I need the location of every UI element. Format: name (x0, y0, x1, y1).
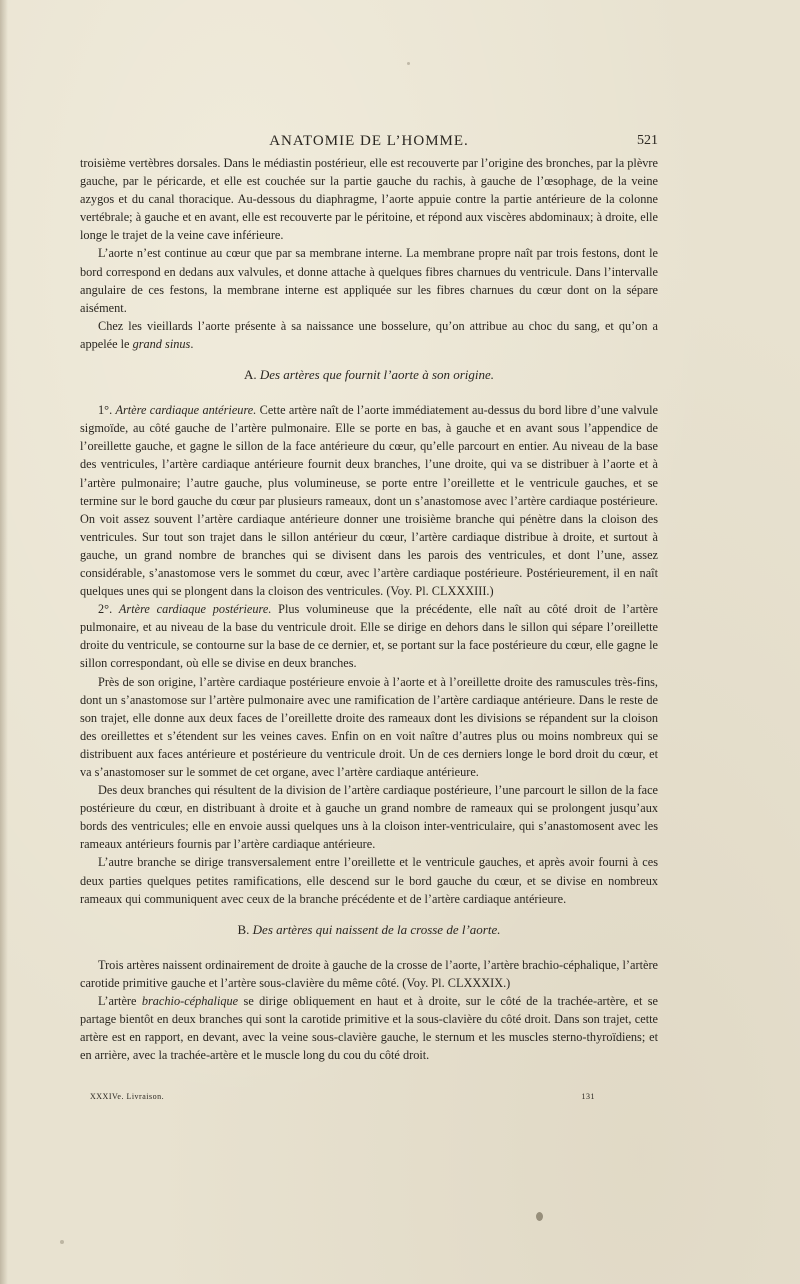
running-title: ANATOMIE DE L’HOMME. (269, 133, 469, 149)
page-edge-shadow (0, 0, 8, 1284)
paragraph-3-end: . (190, 336, 194, 351)
foxing-spot (60, 1240, 64, 1244)
signature-number: 131 (581, 1092, 595, 1101)
term-artere-cardiaque-posterieure: Artère cardiaque postérieure. (118, 602, 272, 617)
paragraph-10-start: L’artère (98, 994, 142, 1009)
section-heading-a (80, 366, 658, 384)
section-b-letter: B. (237, 921, 250, 937)
section-b-title: Des artères qui naissent de la crosse de l’aorte. (252, 921, 501, 937)
section-heading-b (80, 921, 658, 939)
foxing-spot (536, 1212, 543, 1221)
paragraph-3 (80, 317, 658, 353)
item-2-number: 2°. (98, 602, 113, 617)
signature-mark: XXXIVe. Livraison. (90, 1092, 165, 1101)
paragraph-8: L’autre branche se dirige transversalement entre l’oreillette et le ventricule gauches, et après avoir fourni à ces deux parties quelques petites ramifications, elle descend sur le bord gauche du cœur, et se divise en nombreux rameaux qui communiquent avec ceux de la branche précédente et de l’artère cardiaque antérieure. (80, 855, 658, 906)
page-header (80, 133, 658, 153)
paragraph-10-text: se dirige obliquement en haut et à droite, sur le côté de la trachée-artère, et se partage bientôt en deux branches qui sont la carotide primitive et la sous-clavière du côté droit. Dans son trajet, cette artère est en rapport, en devant, avec la veine sous-clavière gauche, le sternum et les muscles sterno-thyroïdiens; et en arrière, avec la trachée-artère et le muscle long du cou du côté droit. (80, 994, 658, 1063)
page-number: 521 (637, 133, 658, 148)
paragraph-1: troisième vertèbres dorsales. Dans le médiastin postérieur, elle est recouverte par l’origine des bronches, par la plèvre gauche, par le péricarde, et elle est couchée sur la partie gauche du rachis, à gauche de l’œsophage, de la veine azygos et du canal thoracique. Au-dessous du diaphragme, l’aorte appuie contre la partie antérieure de la colonne vertébrale; à gauche et en avant, elle est recouverte par le péritoine, et répond aux viscères abdominaux; à droite, elle longe le trajet de la veine cave inférieure. (80, 156, 658, 243)
body-text (80, 154, 658, 1064)
paragraph-2: L’aorte n’est continue au cœur que par sa membrane interne. La membrane propre naît par trois festons, dont le bord correspond en dedans aux valvules, et donne attache à quelques fibres charnues du ventricule. Dans l’intervalle angulaire de ces festons, la membrane interne est appliquée sur les fibres charnues du cœur dont on la sépare aisément. (80, 246, 658, 315)
paragraph-9: Trois artères naissent ordinairement de droite à gauche de la crosse de l’aorte, l’artère brachio-céphalique, l’artère carotide primitive gauche et l’artère sous-clavière du même côté. (Voy. Pl. CLXXXIX.) (80, 957, 658, 990)
paragraph-7: Des deux branches qui résultent de la division de l’artère cardiaque postérieure, l’une parcourt le sillon de la face postérieure du cœur, en distribuant à droite et à gauche un grand nombre de rameaux qui se prolongent jusqu’aux bords des ventricules; elle en envoie aussi quelques uns à la cloison inter-ventriculaire, qui s’anastomosent avec les rameaux antérieurs fournis par l’artère cardiaque antérieure. (80, 783, 658, 852)
paragraph-5 (80, 600, 658, 672)
foxing-spot (407, 62, 410, 65)
paragraph-4 (80, 401, 658, 600)
section-a-letter: A. (243, 367, 257, 383)
paragraph-5-text: Plus volumineuse que la précédente, elle naît au côté droit de l’artère pulmonaire, et au niveau de la base du ventricule droit. Elle se dirige en dehors dans le sillon qui sépare l’oreillette droite du ventricule, se contourne sur la base de ce dernier, et, se portant sur la face postérieure du cœur, elle gagne le sillon correspondant, où elle se divise en deux branches. (80, 602, 659, 671)
paragraph-4-text: Cette artère naît de l’aorte immédiatement au-dessus du bord libre d’une valvule sigmoïde, au côté gauche de l’artère pulmonaire. Elle se porte en bas, à gauche et en avant sous l’appendice de l’oreillette gauche, et gagne le sillon de la face antérieure du cœur, qu’elle parcourt en entier. Au niveau de la base des ventricules, l’artère cardiaque antérieure fournit deux branches, l’une droite, qui va se distribuer à l’aorte et à l’artère pulmonaire; l’autre gauche, plus volumineuse, se porte entre l’oreillette et le ventricule gauches, et se termine sur le bord gauche du cœur par plusieurs rameaux, dont un s’anastomose avec l’artère cardiaque postérieure. On voit assez souvent l’artère cardiaque antérieure donner une troisième branche qui pénètre dans la cloison des ventricules. Sur tout son trajet dans le sillon antérieur du cœur, l’artère cardiaque distribue à droite, et surtout à gauche, un grand nombre de branches qui se divisent dans les parois des ventricules, et dont l’une, assez considérable, s’anastomose vers le sommet du cœur, avec l’artère cardiaque postérieure. Postérieurement, il en naît quelques unes qui se plongent dans la cloison des ventricules. (Voy. Pl. CLXXXIII.) (80, 403, 659, 599)
term-artere-cardiaque-anterieure: Artère cardiaque antérieure. (115, 403, 257, 418)
paragraph-10 (80, 992, 658, 1064)
page-footer (90, 1092, 595, 1106)
term-grand-sinus: grand sinus (132, 336, 191, 351)
paragraph-6: Près de son origine, l’artère cardiaque postérieure envoie à l’aorte et à l’oreillette droite des ramuscules très-fins, dont un s’anastomose sur l’artère pulmonaire avec une ramification de l’artère cardiaque antérieure. Dans le reste de son trajet, elle donne aux deux faces de l’oreillette droite des rameaux dont les divisions se répandent sur la cloison des oreillettes et s’étendent sur les veines caves. Enfin on en voit naître d’autres plus ou moins nombreux qui se distribuent aux faces antérieure et postérieure du ventricule droit. Un de ces derniers longe le bord droit du cœur, et va s’anastomoser sur le sommet de cet organe, avec l’artère cardiaque antérieure. (80, 674, 658, 779)
section-a-title: Des artères que fournit l’aorte à son origine. (259, 367, 495, 383)
term-brachio-cephalique: brachio-céphalique (141, 994, 239, 1009)
item-1-number: 1°. (98, 403, 113, 418)
paragraph-3-text: Chez les vieillards l’aorte présente à sa naissance une bosselure, qu’on attribue au choc du sang, et qu’on a appelée le (80, 318, 658, 351)
